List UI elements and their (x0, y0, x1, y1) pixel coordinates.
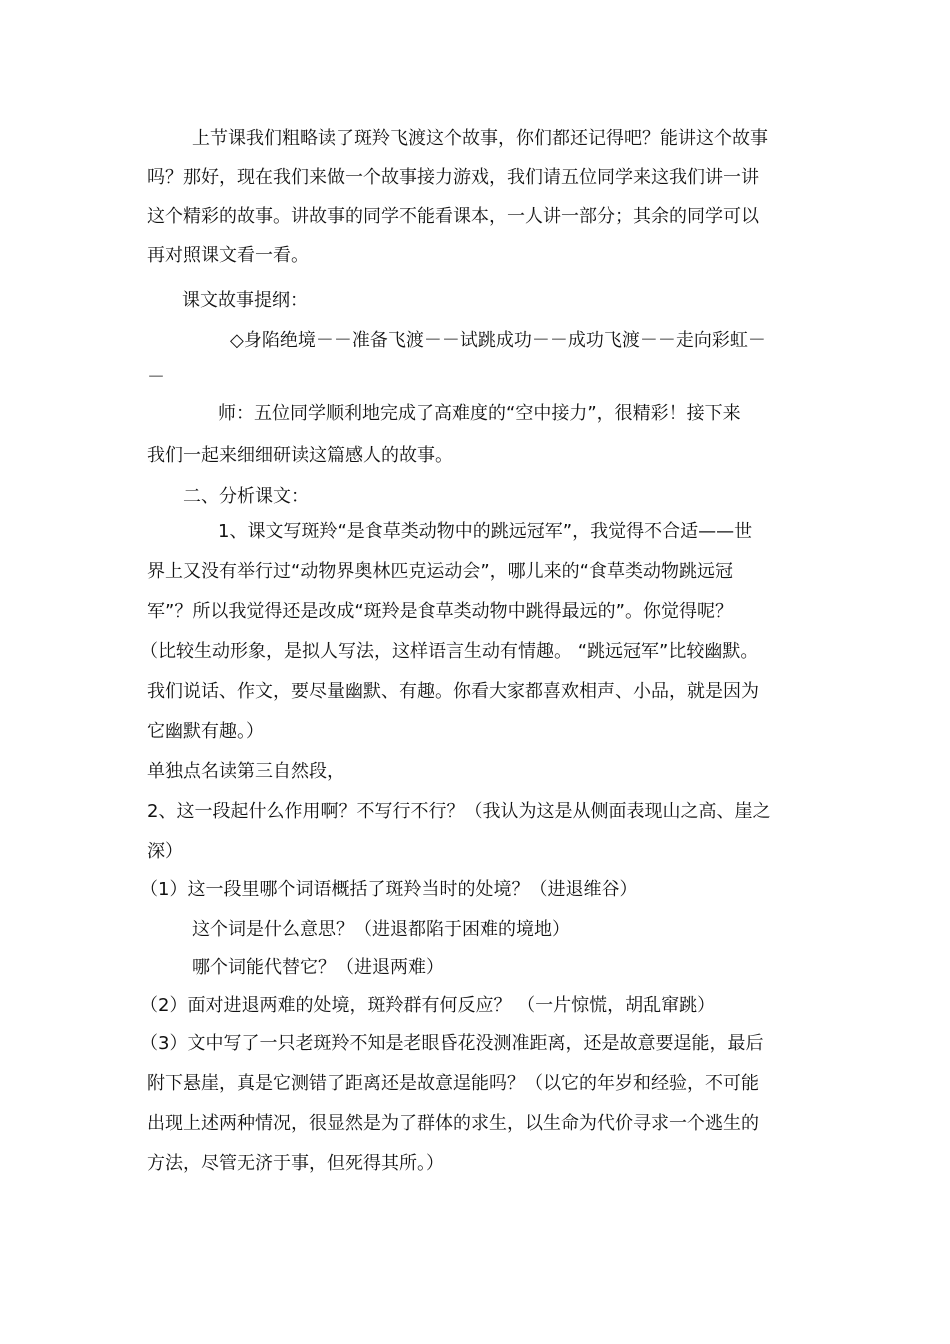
sub1-replace: 哪个词能代替它？（进退两难） (192, 957, 444, 978)
sub3-line-1: （3）文中写了一只老斑羚不知是老眼昏花没测准距离，还是故意要逞能，最后 (140, 1033, 764, 1054)
q2-line-1: 2、这一段起什么作用啊？不写行不行？（我认为这是从侧面表现山之高、崖之 (147, 801, 771, 822)
q1-line-4: （比较生动形象，是拟人写法，这样语言生动有情趣。 “跳远冠军”比较幽默。 (140, 641, 759, 662)
sub1-line: （1）这一段里哪个词语概括了斑羚当时的处境？（进退维谷） (140, 879, 638, 900)
read-note: 单独点名读第三自然段， (147, 761, 345, 782)
q2-line-2: 深） (147, 841, 183, 862)
intro-line-2: 吗？那好，现在我们来做一个故事接力游戏，我们请五位同学来这我们讲一讲 (147, 167, 759, 188)
sub1-meaning: 这个词是什么意思？（进退都陷于困难的境地） (192, 919, 570, 940)
outline-line-2: － (147, 367, 165, 388)
sub3-line-4: 方法，尽管无济于事，但死得其所。） (147, 1153, 444, 1174)
teacher-line-1: 师：五位同学顺利地完成了高难度的“空中接力”，很精彩！接下来 (218, 403, 741, 424)
q1-line-1: 1、课文写斑羚“是食草类动物中的跳远冠军”，我觉得不合适——世 (218, 521, 753, 542)
q1-line-5: 我们说话、作文，要尽量幽默、有趣。你看大家都喜欢相声、小品，就是因为 (147, 681, 759, 702)
q1-line-2: 界上又没有举行过“动物界奥林匹克运动会”，哪儿来的“食草类动物跳远冠 (147, 561, 733, 582)
teacher-line-2: 我们一起来细细研读这篇感人的故事。 (147, 445, 453, 466)
sub3-line-3: 出现上述两种情况，很显然是为了群体的求生，以生命为代价寻求一个逃生的 (147, 1113, 759, 1134)
q1-line-3: 军”？所以我觉得还是改成“斑羚是食草类动物中跳得最远的”。你觉得呢？ (147, 601, 733, 622)
outline-title: 课文故事提纲： (182, 290, 308, 311)
intro-line-4: 再对照课文看一看。 (147, 245, 309, 266)
outline-line-1: ◇身陷绝境－－准备飞渡－－试跳成功－－成功飞渡－－走向彩虹－ (230, 330, 766, 351)
intro-line-3: 这个精彩的故事。讲故事的同学不能看课本，一人讲一部分；其余的同学可以 (147, 206, 759, 227)
sub3-line-2: 附下悬崖，真是它测错了距离还是故意逞能吗？（以它的年岁和经验，不可能 (147, 1073, 759, 1094)
section-heading: 二、分析课文： (183, 486, 309, 507)
sub-question-2: （2）面对进退两难的处境，斑羚群有何反应？ （一片惊慌，胡乱窜跳） (140, 995, 716, 1016)
intro-line-1: 上节课我们粗略读了斑羚飞渡这个故事，你们都还记得吧？能讲这个故事 (192, 128, 768, 149)
q1-line-6: 它幽默有趣。） (147, 721, 264, 742)
